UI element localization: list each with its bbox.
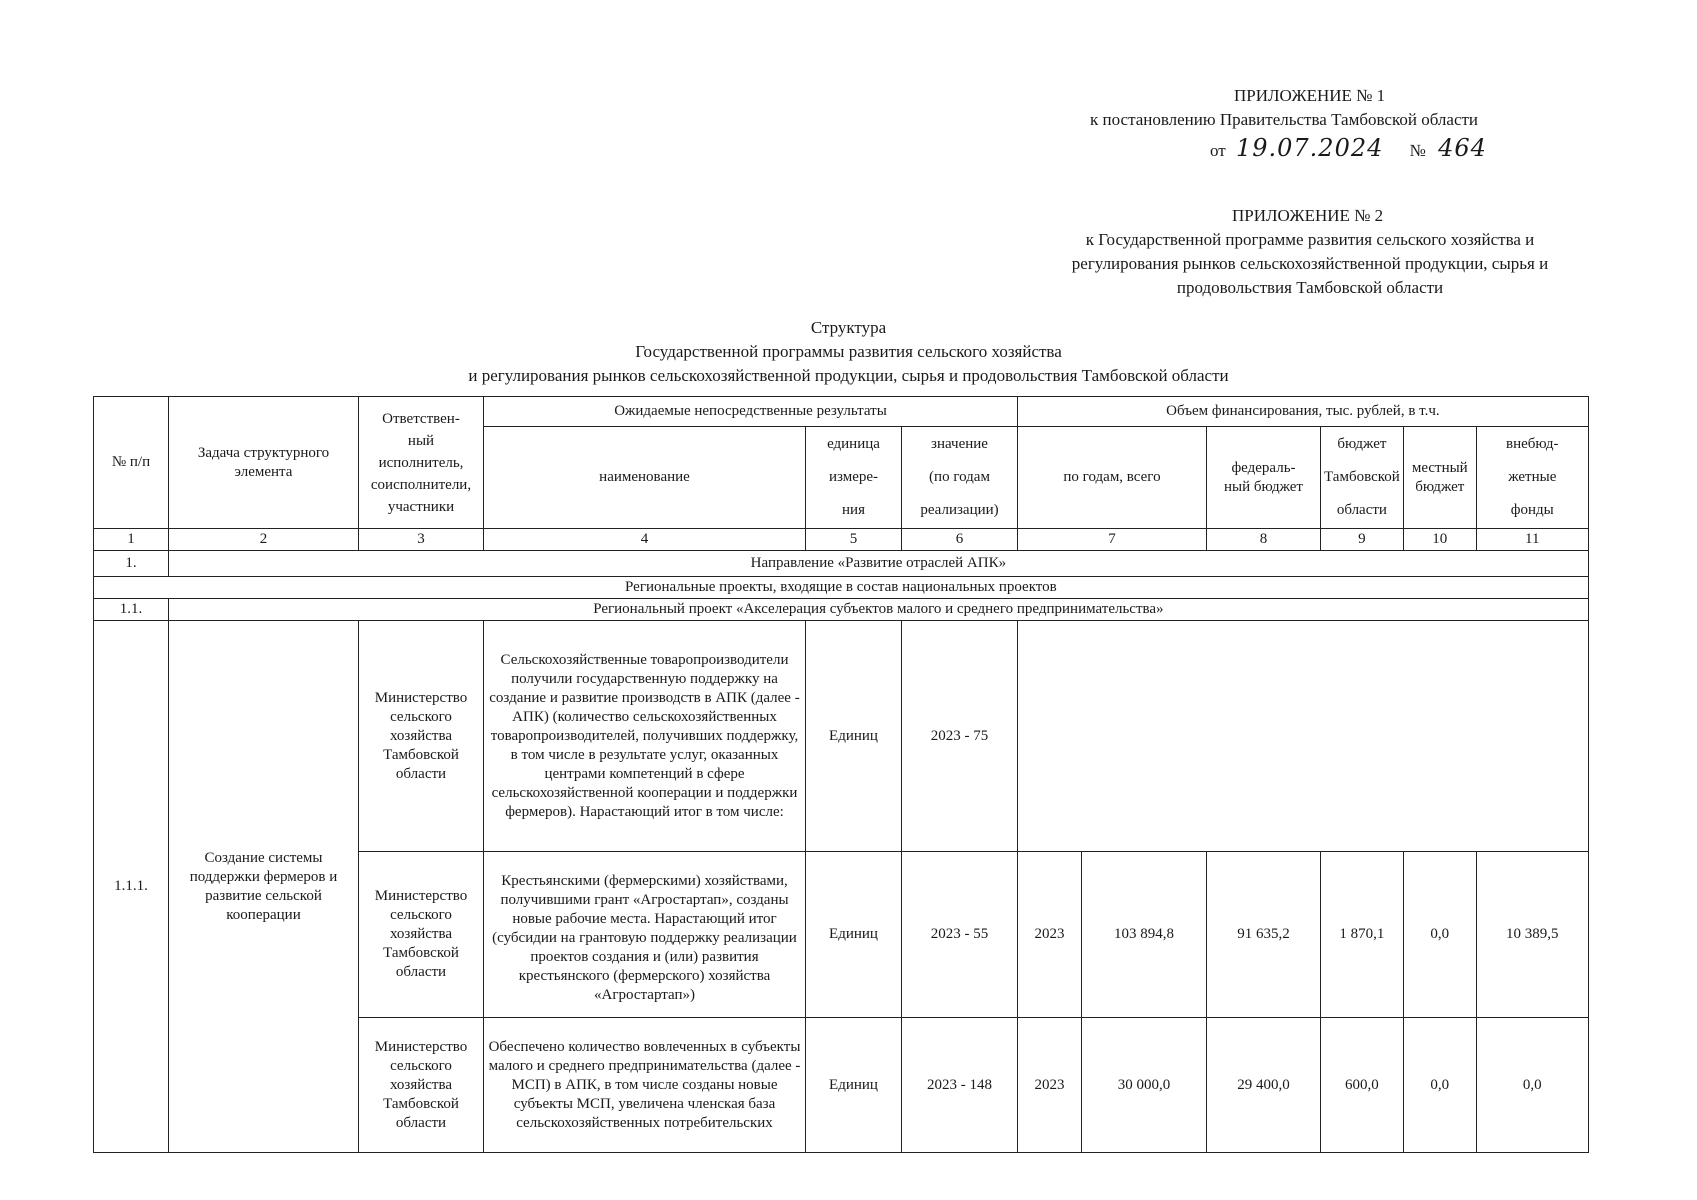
header-unit-line: ния <box>842 502 865 518</box>
col-number: 11 <box>1476 529 1588 551</box>
header-by-years: по годам, всего <box>1018 427 1207 529</box>
row-task: Создание системы поддержки фермеров и развитие сельской кооперации <box>169 621 359 1153</box>
row-unit: Единиц <box>806 1018 902 1153</box>
row-local: 0,0 <box>1403 852 1476 1018</box>
appendix1-title: ПРИЛОЖЕНИЕ № 1 <box>1234 86 1386 105</box>
header-num: № п/п <box>94 397 169 529</box>
header-regional-line: области <box>1336 502 1387 518</box>
row-offbudget: 10 389,5 <box>1476 852 1588 1018</box>
header-task: Задача структурного элемента <box>169 397 359 529</box>
col-number: 6 <box>902 529 1018 551</box>
col-number: 2 <box>169 529 359 551</box>
header-responsible-line: исполнитель, <box>378 454 464 471</box>
col-number: 4 <box>484 529 806 551</box>
header-regional-line: Тамбовской <box>1324 469 1400 485</box>
col-number: 1 <box>94 529 169 551</box>
col-number: 7 <box>1018 529 1207 551</box>
appendix2-line2: регулирования рынков сельскохозяйственной продукции, сырья и <box>1071 254 1549 273</box>
header-responsible-line: участники <box>387 498 455 515</box>
table-header-row-1 <box>94 397 1589 427</box>
row-result-name: Сельскохозяйственные товаропроизводители получили государственную поддержку на создание и развитие производств в АПК (далее - АПК) (количество сельскохозяйственных товаропроизводителей, получивших поддержку, в том числе в результате услуг, оказанных центрами компетенций в сфере сельскохозяйственной кооперации и поддержки фермеров). Нарастающий итог в том числе: <box>484 621 806 852</box>
header-unit-line: измере- <box>828 469 879 485</box>
col-number: 5 <box>806 529 902 551</box>
structure-table <box>93 396 1589 1153</box>
header-federal: федераль-ный бюджет <box>1207 427 1321 529</box>
row-local: 0,0 <box>1403 1018 1476 1153</box>
section-row-regional <box>94 577 1589 599</box>
row-responsible: Министерство сельского хозяйства Тамбовской области <box>359 852 484 1018</box>
header-name: наименование <box>484 427 806 529</box>
column-numbers-row <box>94 529 1589 551</box>
row-value: 2023 - 55 <box>902 852 1018 1018</box>
header-responsible-line: ный <box>407 432 435 449</box>
date-prefix: от <box>1210 141 1226 160</box>
section-num: 1. <box>94 551 169 577</box>
header-responsible-line: Ответствен- <box>382 410 460 427</box>
appendix1-block <box>1090 84 1530 108</box>
section-row-1 <box>94 551 1589 577</box>
row-unit: Единиц <box>806 621 902 852</box>
header-unit-line: единица <box>827 436 880 452</box>
section-title: Направление «Развитие отраслей АПК» <box>169 551 1589 577</box>
table-row <box>94 621 1589 852</box>
row-value: 2023 - 75 <box>902 621 1018 852</box>
row-total: 103 894,8 <box>1082 852 1207 1018</box>
number-prefix: № <box>1409 141 1426 160</box>
section-title-regional: Региональные проекты, входящие в состав национальных проектов <box>94 577 1589 599</box>
row-year: 2023 <box>1018 852 1082 1018</box>
col-number: 3 <box>359 529 484 551</box>
appendix2-title: ПРИЛОЖЕНИЕ № 2 <box>1232 206 1384 225</box>
handwritten-date: 19.07.2024 <box>1235 134 1384 162</box>
appendix2-line1: к Государственной программе развития сельского хозяйства и <box>1085 230 1535 249</box>
row-result-name: Крестьянскими (фермерскими) хозяйствами, получившими грант «Агростартап», созданы новые рабочие места. Нарастающий итог (субсидии на грантовую поддержку реализации проектов создания и (или) развития крестьянского (фермерского) хозяйства «Агростартап») <box>484 852 806 1018</box>
header-value-line: реализации) <box>920 502 999 518</box>
header-value-line: значение <box>931 436 988 452</box>
row-offbudget: 0,0 <box>1476 1018 1588 1153</box>
row-regional: 600,0 <box>1321 1018 1404 1153</box>
row-num: 1.1.1. <box>94 621 169 1153</box>
handwritten-number: 464 <box>1438 134 1487 162</box>
col-number: 8 <box>1207 529 1321 551</box>
section-row-1-1 <box>94 599 1589 621</box>
row-year: 2023 <box>1018 1018 1082 1153</box>
row-responsible: Министерство сельского хозяйства Тамбовской области <box>359 621 484 852</box>
header-finance-group: Объем финансирования, тыс. рублей, в т.ч. <box>1018 397 1589 427</box>
row-responsible: Министерство сельского хозяйства Тамбовской области <box>359 1018 484 1153</box>
header-offbudget <box>1476 427 1588 529</box>
col-number: 9 <box>1321 529 1404 551</box>
doc-title-line2: Государственной программы развития сельского хозяйства <box>635 342 1062 361</box>
row-result-name: Обеспечено количество вовлеченных в субъекты малого и среднего предпринимательства (далее - МСП) в АПК, в том числе созданы новые субъекты МСП, увеличена членская база сельскохозяйственных потребительских <box>484 1018 806 1153</box>
decree-line <box>1210 136 1530 163</box>
section-num: 1.1. <box>94 599 169 621</box>
row-federal: 29 400,0 <box>1207 1018 1321 1153</box>
col-number: 10 <box>1403 529 1476 551</box>
appendix2-line3: продовольствия Тамбовской области <box>1176 278 1444 297</box>
header-regional <box>1321 427 1404 529</box>
row-unit: Единиц <box>806 852 902 1018</box>
header-offbudget-line: внебюд- <box>1506 436 1559 452</box>
header-unit <box>806 427 902 529</box>
row-regional: 1 870,1 <box>1321 852 1404 1018</box>
row-federal: 91 635,2 <box>1207 852 1321 1018</box>
appendix1-subtitle: к постановлению Правительства Тамбовской области <box>1090 110 1479 129</box>
header-responsible-line: соисполнители, <box>370 476 472 493</box>
header-offbudget-line: фонды <box>1510 502 1554 518</box>
doc-title-line1: Структура <box>810 318 887 337</box>
header-results-group: Ожидаемые непосредственные результаты <box>484 397 1018 427</box>
row-finance-empty <box>1018 621 1589 852</box>
header-regional-line: бюджет <box>1337 436 1387 452</box>
header-responsible <box>359 397 484 529</box>
header-value-line: (по годам <box>929 469 990 485</box>
header-offbudget-line: жетные <box>1508 469 1557 485</box>
section-title: Региональный проект «Акселерация субъектов малого и среднего предпринимательства» <box>169 599 1589 621</box>
header-value <box>902 427 1018 529</box>
row-total: 30 000,0 <box>1082 1018 1207 1153</box>
doc-title-line3: и регулирования рынков сельскохозяйственной продукции, сырья и продовольствия Тамбовской области <box>468 366 1229 385</box>
header-local: местный бюджет <box>1403 427 1476 529</box>
row-value: 2023 - 148 <box>902 1018 1018 1153</box>
